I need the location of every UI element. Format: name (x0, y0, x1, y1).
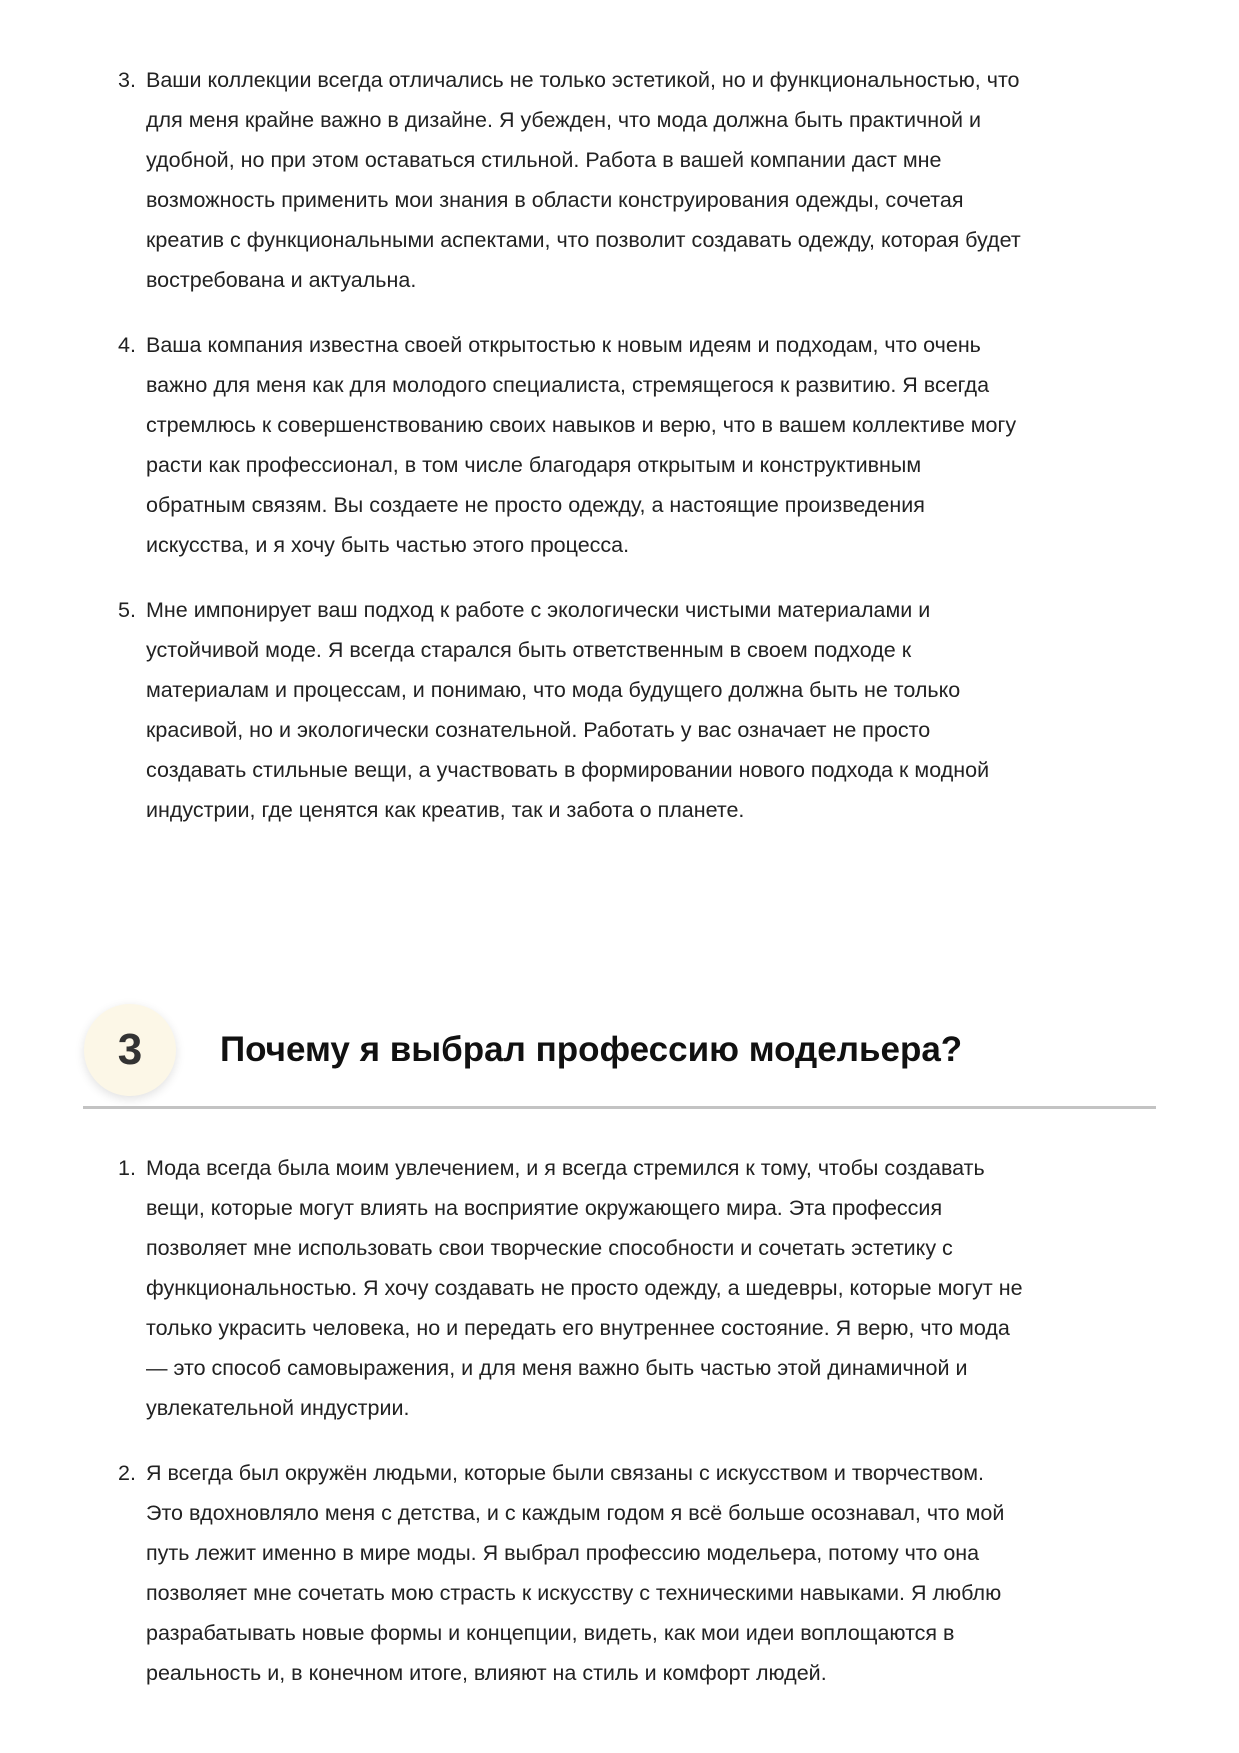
list-item (118, 1148, 1178, 1428)
list-item-line: обратным связям. Вы создаете не просто одежду, а настоящие произведения (146, 493, 925, 517)
section-title: Почему я выбрал профессию модельера? (220, 1030, 963, 1069)
list-item-line: удобной, но при этом оставаться стильной. Работа в вашей компании даст мне (146, 148, 942, 172)
list-item (118, 325, 1178, 565)
list-item-line: стремлюсь к совершенствованию своих навыков и верю, что в вашем коллективе могу (146, 413, 1017, 437)
list-item-line: индустрии, где ценятся как креатив, так и забота о планете. (146, 798, 745, 822)
list-item-line: Мода всегда была моим увлечением, и я всегда стремился к тому, чтобы создавать (146, 1156, 985, 1180)
list-item-line: вещи, которые могут влиять на восприятие окружающего мира. Эта профессия (146, 1196, 943, 1220)
list-item-line: востребована и актуальна. (146, 268, 417, 292)
list-item-line: — это способ самовыражения, и для меня важно быть частью этой динамичной и (146, 1356, 968, 1380)
section-divider (83, 1106, 1156, 1109)
list-item (118, 60, 1178, 300)
list-item-line: возможность применить мои знания в области конструирования одежды, сочетая (146, 188, 964, 212)
list-item-number: 5. (118, 598, 136, 622)
list-item-line: устойчивой моде. Я всегда старался быть ответственным в своем подходе к (146, 638, 912, 662)
list-item-line: только украсить человека, но и передать его внутреннее состояние. Я верю, что мода (146, 1316, 1010, 1340)
list-item-line: Ваша компания известна своей открытостью к новым идеям и подходам, что очень (146, 333, 981, 357)
list-item-line: путь лежит именно в мире моды. Я выбрал профессию модельера, потому что она (146, 1541, 980, 1565)
list-item-line: создавать стильные вещи, а участвовать в формировании нового подхода к модной (146, 758, 990, 782)
list-item-number: 3. (118, 68, 136, 92)
list-item-line: искусства, и я хочу быть частью этого процесса. (146, 533, 630, 557)
list-item-line: красивой, но и экологически сознательной. Работать у вас означает не просто (146, 718, 931, 742)
list-item-line: реальность и, в конечном итоге, влияют на стиль и комфорт людей. (146, 1661, 827, 1685)
list-item-number: 2. (118, 1461, 136, 1485)
list-item-line: расти как профессионал, в том числе благодаря открытым и конструктивным (146, 453, 922, 477)
list-item-line: важно для меня как для молодого специалиста, стремящегося к развитию. Я всегда (146, 373, 990, 397)
list-item-line: функциональностью. Я хочу создавать не просто одежду, а шедевры, которые могут не (146, 1276, 1023, 1300)
list-item-line: позволяет мне использовать свои творческие способности и сочетать эстетику с (146, 1236, 953, 1260)
list-item-number: 4. (118, 333, 136, 357)
list-item (118, 1453, 1178, 1693)
list-item-number: 1. (118, 1156, 136, 1180)
list-item-line: разрабатывать новые формы и концепции, видеть, как мои идеи воплощаются в (146, 1621, 955, 1645)
list-item-line: Мне импонирует ваш подход к работе с экологически чистыми материалами и (146, 598, 931, 622)
list-item-line: креатив с функциональными аспектами, что позволит создавать одежду, которая будет (146, 228, 1021, 252)
list-item-line: Ваши коллекции всегда отличались не только эстетикой, но и функциональностью, что (146, 68, 1020, 92)
list-item-line: Я всегда был окружён людьми, которые были связаны с искусством и творчеством. (146, 1461, 984, 1485)
list-item-line: Это вдохновляло меня с детства, и с каждым годом я всё больше осознавал, что мой (146, 1501, 1005, 1525)
list-item (118, 590, 1178, 830)
list-item-line: материалам и процессам, и понимаю, что мода будущего должна быть не только (146, 678, 961, 702)
list-item-line: для меня крайне важно в дизайне. Я убежден, что мода должна быть практичной и (146, 108, 982, 132)
list-item-line: позволяет мне сочетать мою страсть к искусству с техническими навыками. Я люблю (146, 1581, 1002, 1605)
list-item-line: увлекательной индустрии. (146, 1396, 410, 1420)
section-number-badge: 3 (84, 1004, 176, 1096)
